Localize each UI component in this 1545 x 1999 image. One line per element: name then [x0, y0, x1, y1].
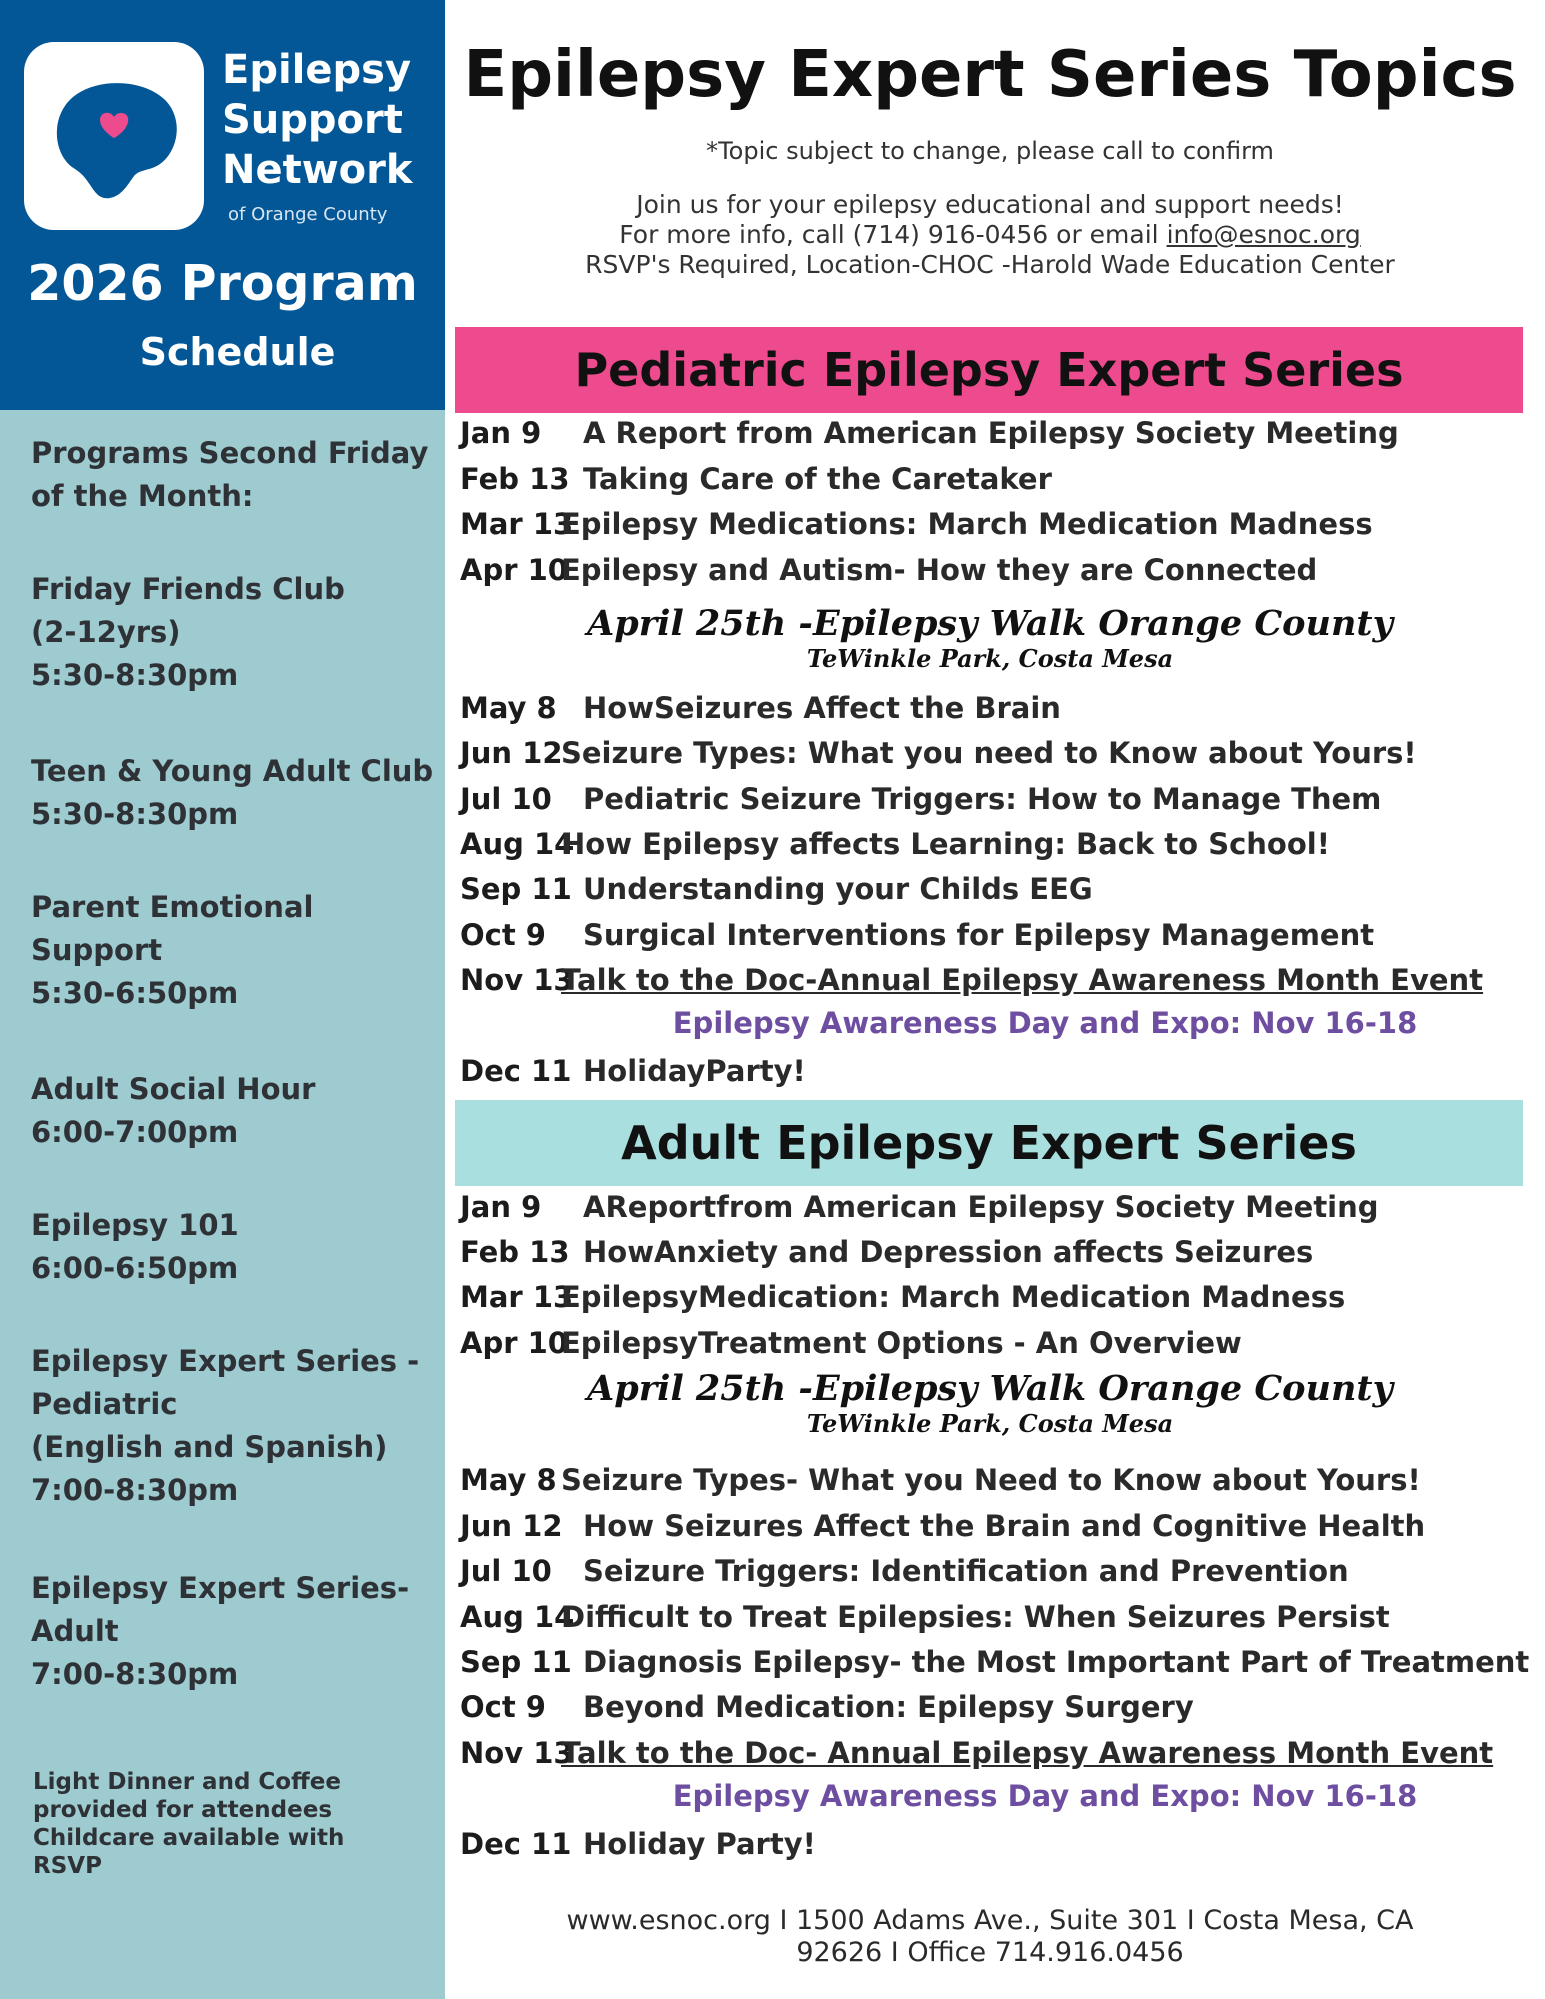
row-date: Mar 13	[460, 1280, 574, 1314]
program-line: 6:00-6:50pm	[31, 1251, 239, 1285]
program-expert-pediatric	[31, 1340, 441, 1512]
logo	[24, 42, 204, 230]
row-topic: Holiday Party!	[583, 1827, 816, 1861]
row-topic: Diagnosis Epilepsy- the Most Important Part of Treatment	[583, 1645, 1530, 1679]
program-line: Adult Social Hour	[31, 1072, 316, 1106]
row-topic: How Seizures Affect the Brain and Cognitive Health	[583, 1509, 1426, 1543]
row-date: Oct 9	[460, 918, 546, 952]
row-date: Jul 10	[460, 1554, 552, 1588]
walk-title: April 25th -Epilepsy Walk Orange County	[587, 603, 1393, 644]
program-expert-adult	[31, 1567, 441, 1696]
program-line: (English and Spanish)	[31, 1430, 388, 1464]
head-brain-icon	[42, 72, 192, 202]
row-date: Feb 13	[460, 1235, 570, 1269]
row-date: Dec 11	[460, 1054, 572, 1088]
program-title: 2026 Program	[27, 255, 418, 312]
program-line: Support	[31, 933, 163, 967]
pediatric-walk-event	[455, 604, 1525, 674]
program-epilepsy-101	[31, 1204, 441, 1290]
program-subtitle: Schedule	[139, 330, 336, 374]
program-line: 5:30-8:30pm	[31, 658, 239, 692]
row-date: Apr 10	[460, 1326, 568, 1360]
email-link[interactable]: info@esnoc.org	[1166, 220, 1361, 249]
note-line: RSVP	[33, 1853, 102, 1879]
row-date: May 8	[460, 691, 557, 725]
row-topic: Talk to the Doc- Annual Epilepsy Awareness Month Event	[561, 1736, 1494, 1770]
row-topic: AReportfrom American Epilepsy Society Meeting	[583, 1190, 1379, 1224]
program-line: Teen & Young Adult Club	[31, 754, 434, 788]
row-date: Jan 9	[460, 1190, 542, 1224]
row-topic: Difficult to Treat Epilepsies: When Seizures Persist	[561, 1600, 1390, 1634]
program-line: Epilepsy 101	[31, 1208, 239, 1242]
logo-subtitle: of Orange County	[228, 204, 388, 225]
row-topic: Epilepsy and Autism- How they are Connected	[561, 553, 1318, 587]
row-topic: A Report from American Epilepsy Society Meeting	[583, 416, 1399, 450]
row-date: Jun 12	[460, 1509, 563, 1543]
program-adult-social	[31, 1068, 441, 1154]
row-topic: EpilepsyMedication: March Medication Madness	[561, 1280, 1346, 1314]
row-date: Sep 11	[460, 872, 572, 906]
pediatric-expo-note: Epilepsy Awareness Day and Expo: Nov 16-18	[672, 1006, 1418, 1040]
program-line: Friday Friends Club	[31, 572, 345, 606]
row-date: Jun 12	[460, 736, 563, 770]
logo-text-line2: Support	[222, 97, 403, 143]
program-line: 6:00-7:00pm	[31, 1115, 239, 1149]
programs-intro-line: of the Month:	[31, 479, 254, 513]
note-line: Childcare available with	[33, 1825, 345, 1851]
logo-text-line3: Network	[222, 147, 413, 193]
row-topic: HolidayParty!	[583, 1054, 806, 1088]
row-topic: Beyond Medication: Epilepsy Surgery	[583, 1690, 1194, 1724]
row-topic: HowSeizures Affect the Brain	[583, 691, 1061, 725]
row-date: Nov 13	[460, 963, 574, 997]
row-date: Feb 13	[460, 462, 570, 496]
program-line: Adult	[31, 1614, 119, 1648]
row-topic: Epilepsy Medications: March Medication Madness	[561, 507, 1373, 541]
row-date: Aug 14	[460, 1600, 575, 1634]
row-topic: Talk to the Doc-Annual Epilepsy Awareness Month Event	[561, 963, 1484, 997]
topic-change-note: *Topic subject to change, please call to confirm	[706, 137, 1274, 165]
intro-line: Join us for your epilepsy educational and support needs!	[636, 190, 1344, 219]
row-topic: Seizure Triggers: Identification and Prevention	[583, 1554, 1349, 1588]
sidebar-header	[0, 0, 445, 410]
walk-title: April 25th -Epilepsy Walk Orange County	[587, 1368, 1393, 1409]
footer-line: 92626 I Office 714.916.0456	[796, 1937, 1184, 1968]
program-line: 7:00-8:30pm	[31, 1657, 239, 1691]
footer-contact	[455, 1905, 1525, 1969]
row-topic: How Epilepsy affects Learning: Back to School!	[561, 827, 1330, 861]
adult-series-header: Adult Epilepsy Expert Series	[455, 1100, 1523, 1186]
programs-intro	[31, 432, 441, 518]
row-date: Mar 13	[460, 507, 574, 541]
page-title: Epilepsy Expert Series Topics	[463, 38, 1517, 112]
row-topic: Taking Care of the Caretaker	[583, 462, 1052, 496]
program-parent-support	[31, 886, 441, 1015]
row-date: Aug 14	[460, 827, 575, 861]
program-teen-club	[31, 750, 441, 836]
row-topic: HowAnxiety and Depression affects Seizures	[583, 1235, 1314, 1269]
intro-line: RSVP's Required, Location-CHOC -Harold Wade Education Center	[585, 250, 1395, 279]
walk-location: TeWinkle Park, Costa Mesa	[806, 644, 1174, 673]
row-date: May 8	[460, 1463, 557, 1497]
row-topic: Understanding your Childs EEG	[583, 872, 1093, 906]
program-line: Epilepsy Expert Series-	[31, 1571, 410, 1605]
program-line: 5:30-6:50pm	[31, 976, 239, 1010]
note-line: provided for attendees	[33, 1797, 333, 1823]
logo-text-line1: Epilepsy	[222, 47, 412, 93]
sidebar-note	[33, 1768, 413, 1880]
program-friday-friends	[31, 568, 441, 697]
row-date: Dec 11	[460, 1827, 572, 1861]
program-line: 7:00-8:30pm	[31, 1473, 239, 1507]
row-date: Jan 9	[460, 416, 542, 450]
pediatric-series-header: Pediatric Epilepsy Expert Series	[455, 327, 1523, 413]
intro-line	[455, 220, 1525, 250]
programs-intro-line: Programs Second Friday	[31, 436, 429, 470]
row-date: Apr 10	[460, 553, 568, 587]
note-line: Light Dinner and Coffee	[33, 1769, 341, 1795]
program-line: Pediatric	[31, 1387, 178, 1421]
program-line: Parent Emotional	[31, 890, 314, 924]
row-topic: Seizure Types: What you need to Know about Yours!	[561, 736, 1417, 770]
row-topic: Seizure Types- What you Need to Know about Yours!	[561, 1463, 1421, 1497]
footer-line: www.esnoc.org I 1500 Adams Ave., Suite 301 I Costa Mesa, CA	[566, 1905, 1414, 1936]
row-topic: Pediatric Seizure Triggers: How to Manage Them	[583, 782, 1382, 816]
adult-expo-note: Epilepsy Awareness Day and Expo: Nov 16-18	[672, 1779, 1418, 1813]
walk-location: TeWinkle Park, Costa Mesa	[806, 1409, 1174, 1438]
intro-text	[455, 190, 1525, 280]
row-topic: Surgical Interventions for Epilepsy Management	[583, 918, 1375, 952]
program-line: Epilepsy Expert Series -	[31, 1344, 420, 1378]
program-line: (2-12yrs)	[31, 615, 181, 649]
sidebar	[0, 0, 445, 1999]
row-date: Jul 10	[460, 782, 552, 816]
row-date: Nov 13	[460, 1736, 574, 1770]
row-date: Oct 9	[460, 1690, 546, 1724]
contact-text: For more info, call (714) 916-0456 or email	[619, 220, 1167, 249]
row-date: Sep 11	[460, 1645, 572, 1679]
adult-walk-event	[455, 1369, 1525, 1439]
row-topic: EpilepsyTreatment Options - An Overview	[561, 1326, 1242, 1360]
program-line: 5:30-8:30pm	[31, 797, 239, 831]
